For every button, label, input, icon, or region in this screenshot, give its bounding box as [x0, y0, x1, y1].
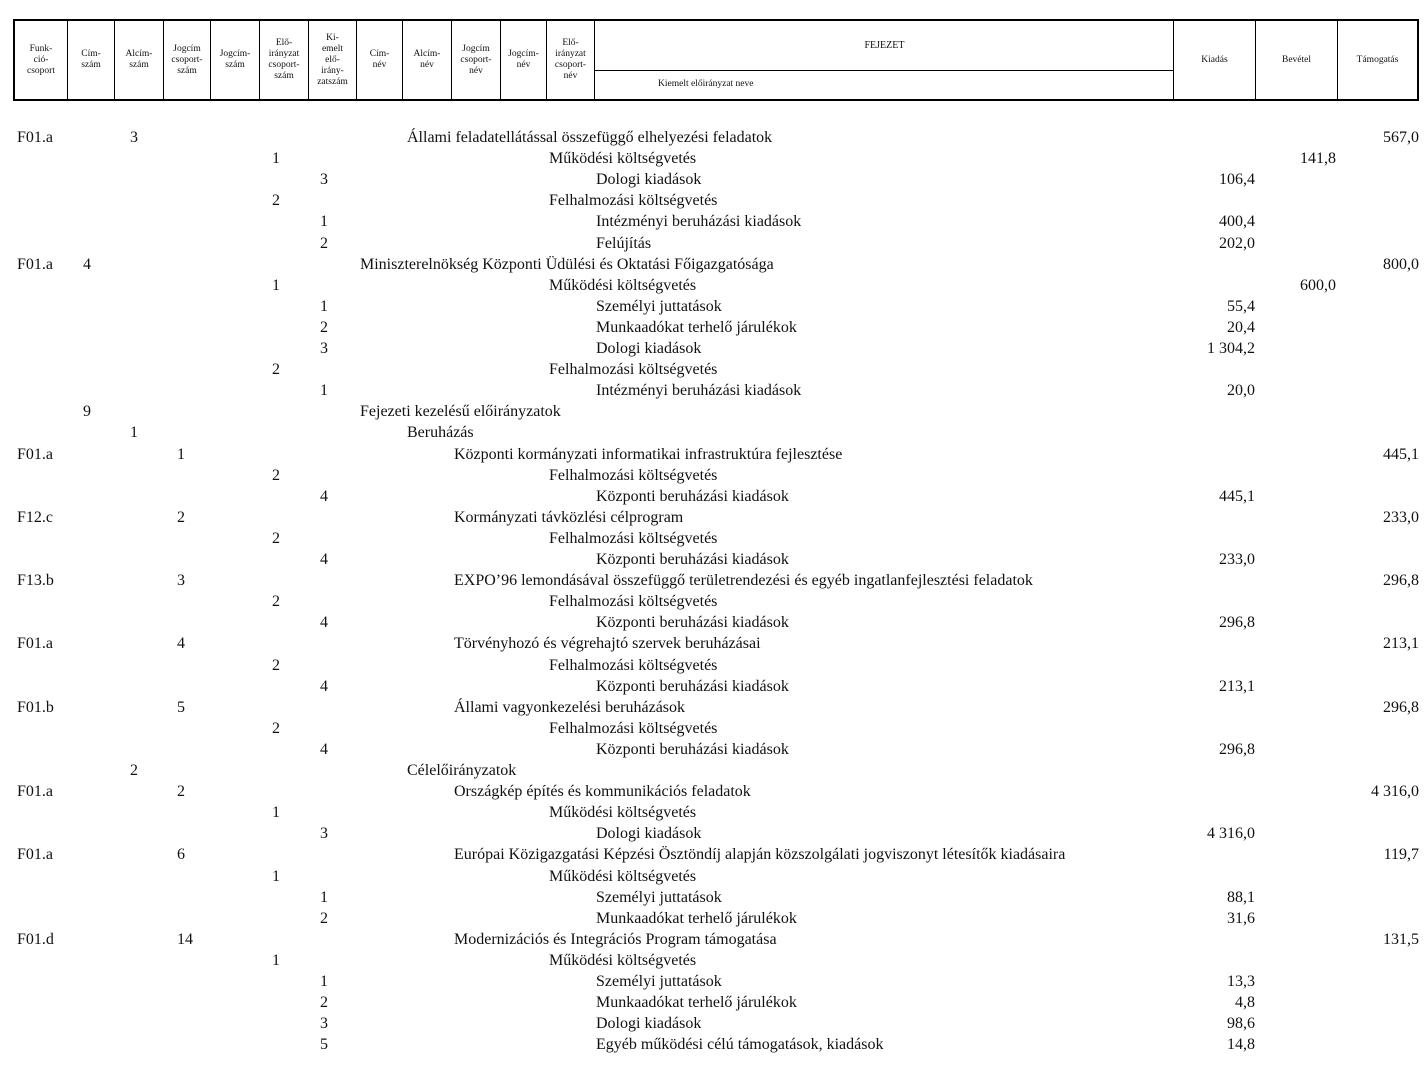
kiemelt-eloiranyzat-szam: 2 [320, 994, 328, 1012]
row-name: Egyéb működési célú támogatások, kiadások [596, 1036, 884, 1054]
row-name: Személyi juttatások [596, 297, 722, 315]
kiadas-value: 296,8 [1219, 614, 1255, 632]
funkcio-csoport: F13.b [17, 572, 54, 590]
header-kiemelt-nev: Kiemelt előirányzat neve [658, 79, 754, 89]
kiadas-value: 202,0 [1219, 234, 1255, 252]
table-row [0, 338, 1428, 359]
header-cim-szam: Cím- szám [68, 21, 115, 99]
funkcio-csoport: F01.b [17, 698, 54, 716]
row-name: Felhalmozási költségvetés [549, 466, 718, 484]
header-tamogatas: Támogatás [1356, 54, 1399, 65]
row-name: Miniszterelnökség Központi Üdülési és Oktatási Főigazgatósága [360, 255, 774, 273]
row-name: Beruházás [407, 424, 474, 442]
kiadas-value: 296,8 [1219, 740, 1255, 758]
header-funkcio: Funk- ció- csoport [15, 21, 68, 99]
kiemelt-eloiranyzat-szam: 3 [320, 171, 328, 189]
table-row [0, 528, 1428, 549]
eloiranyzat-csoport-szam: 2 [272, 593, 280, 611]
alcim-szam: 3 [130, 129, 138, 146]
header-eloiranyzat-csoport-szam: Elő- irányzat csoport- szám [260, 21, 309, 99]
header-jogcimcsoport-nev: Jogcím csoport- név [452, 21, 501, 99]
row-name: Működési költségvetés [549, 867, 697, 885]
kiemelt-eloiranyzat-szam: 1 [320, 973, 328, 990]
kiemelt-eloiranyzat-szam: 4 [320, 740, 328, 758]
kiemelt-eloiranyzat-szam: 4 [320, 487, 328, 505]
row-name: Központi kormányzati informatikai infrastruktúra fejlesztése [454, 445, 843, 463]
table-row [0, 211, 1428, 232]
row-name: Működési költségvetés [549, 951, 697, 969]
table-row [0, 929, 1428, 950]
alcim-szam: 2 [130, 762, 138, 779]
tamogatas-value: 567,0 [1383, 129, 1419, 146]
row-name: Személyi juttatások [596, 888, 722, 906]
header-alcim-szam: Alcím- szám [115, 21, 164, 99]
row-name: Állami feladatellátással összefüggő elhelyezési feladatok [407, 129, 773, 146]
header-bevetel: Bevétel [1256, 21, 1338, 99]
tamogatas-value: 800,0 [1383, 255, 1419, 273]
table-row [0, 233, 1428, 254]
tamogatas-value: 119,7 [1383, 846, 1419, 864]
table-row [0, 465, 1428, 486]
kiemelt-eloiranyzat-szam: 3 [320, 1015, 328, 1033]
table-row [0, 802, 1428, 823]
kiadas-value: 213,1 [1219, 677, 1255, 695]
row-name: Célelőirányzatok [407, 762, 517, 779]
row-name: Törvényhozó és végrehajtó szervek beruházásai [454, 635, 761, 653]
table-row [0, 296, 1428, 317]
tamogatas-value: 445,1 [1383, 445, 1419, 463]
kiadas-value: 1 304,2 [1207, 340, 1255, 357]
table-row [0, 444, 1428, 465]
cim-szam: 4 [83, 255, 91, 273]
header-alcim-nev: Alcím- név [403, 21, 452, 99]
row-name: Személyi juttatások [596, 973, 722, 990]
table-row [0, 887, 1428, 908]
table-row [0, 676, 1428, 697]
kiemelt-eloiranyzat-szam: 2 [320, 318, 328, 336]
row-name: Dologi kiadások [596, 171, 702, 189]
table-row [0, 655, 1428, 676]
row-name: Központi beruházási kiadások [596, 551, 789, 568]
jogcimcsoport-szam: 2 [177, 508, 185, 526]
header-jogcim-szam: Jogcím- szám [211, 21, 260, 99]
funkcio-csoport: F12.c [17, 508, 53, 526]
table-row [0, 591, 1428, 612]
table-row [0, 697, 1428, 718]
kiadas-value: 13,3 [1227, 973, 1255, 990]
table-row [0, 254, 1428, 275]
kiadas-value: 20,4 [1227, 318, 1255, 336]
row-name: Munkaadókat terhelő járulékok [596, 909, 797, 927]
row-name: Állami vagyonkezelési beruházások [454, 698, 686, 716]
kiadas-value: 106,4 [1219, 171, 1255, 189]
eloiranyzat-csoport-szam: 2 [272, 361, 280, 379]
row-name: Intézményi beruházási kiadások [596, 213, 802, 231]
bevetel-value: 600,0 [1300, 276, 1336, 294]
row-name: Felhalmozási költségvetés [549, 719, 718, 737]
tamogatas-value: 296,8 [1383, 698, 1419, 716]
jogcimcsoport-szam: 6 [177, 846, 185, 864]
row-name: Felhalmozási költségvetés [549, 192, 718, 210]
funkcio-csoport: F01.a [17, 783, 53, 801]
table-row [0, 275, 1428, 296]
table-row [0, 760, 1428, 781]
jogcimcsoport-szam: 4 [177, 635, 185, 653]
kiadas-value: 55,4 [1227, 297, 1255, 315]
table-row [0, 739, 1428, 760]
table-row [0, 127, 1428, 148]
tamogatas-value: 4 316,0 [1371, 783, 1419, 801]
table-row [0, 866, 1428, 887]
funkcio-csoport: F01.a [17, 846, 53, 864]
kiadas-value: 14,8 [1227, 1036, 1255, 1054]
kiadas-value: 4,8 [1235, 994, 1255, 1012]
table-row [0, 1034, 1428, 1055]
jogcimcsoport-szam: 5 [177, 698, 185, 716]
row-name: Országkép építés és kommunikációs feladatok [454, 783, 751, 801]
table-row [0, 359, 1428, 380]
kiadas-value: 98,6 [1227, 1015, 1255, 1033]
kiemelt-eloiranyzat-szam: 3 [320, 825, 328, 843]
row-name: Dologi kiadások [596, 340, 702, 357]
header-eloiranyzat-csoport-nev: Elő- irányzat csoport- név [547, 21, 595, 99]
row-name: Felhalmozási költségvetés [549, 593, 718, 611]
kiemelt-eloiranyzat-szam: 1 [320, 297, 328, 315]
table-row [0, 781, 1428, 802]
header-kiadas: Kiadás [1174, 21, 1256, 99]
eloiranyzat-csoport-szam: 2 [272, 719, 280, 737]
kiemelt-eloiranyzat-szam: 3 [320, 340, 328, 357]
alcim-szam: 1 [130, 424, 138, 442]
row-name: Felhalmozási költségvetés [549, 656, 718, 674]
header-kiemelt-szam: Ki- emelt elő- irány- zatszám [309, 21, 357, 99]
kiemelt-eloiranyzat-szam: 2 [320, 234, 328, 252]
row-name: Felhalmozási költségvetés [549, 361, 718, 379]
row-name: Központi beruházási kiadások [596, 614, 789, 632]
row-name: Intézményi beruházási kiadások [596, 382, 802, 400]
table-row [0, 633, 1428, 654]
table-row [0, 908, 1428, 929]
kiemelt-eloiranyzat-szam: 1 [320, 888, 328, 906]
cim-szam: 9 [83, 403, 91, 421]
kiemelt-eloiranyzat-szam: 4 [320, 614, 328, 632]
row-name: Felújítás [596, 234, 652, 252]
table-row [0, 169, 1428, 190]
funkcio-csoport: F01.a [17, 635, 53, 653]
header-fejezet: FEJEZET [595, 21, 1174, 71]
bevetel-value: 141,8 [1300, 150, 1336, 168]
tamogatas-value: 233,0 [1383, 508, 1419, 526]
table-row [0, 823, 1428, 844]
kiemelt-eloiranyzat-szam: 1 [320, 382, 328, 400]
table-row [0, 992, 1428, 1013]
eloiranyzat-csoport-szam: 2 [272, 466, 280, 484]
funkcio-csoport: F01.a [17, 255, 53, 273]
table-row [0, 718, 1428, 739]
row-name: Dologi kiadások [596, 1015, 702, 1033]
tamogatas-value: 131,5 [1383, 930, 1419, 948]
row-name: Központi beruházási kiadások [596, 487, 789, 505]
kiemelt-eloiranyzat-szam: 1 [320, 213, 328, 231]
jogcimcsoport-szam: 2 [177, 783, 185, 801]
table-row [0, 148, 1428, 169]
table-row [0, 844, 1428, 865]
kiadas-value: 400,4 [1219, 213, 1255, 231]
row-name: Felhalmozási költségvetés [549, 529, 718, 547]
header-jogcimcsoport-szam: Jogcím csoport- szám [164, 21, 211, 99]
table-row [0, 422, 1428, 443]
table-row [0, 971, 1428, 992]
table-row [0, 612, 1428, 633]
row-name: Központi beruházási kiadások [596, 677, 789, 695]
row-name: Kormányzati távközlési célprogram [454, 508, 684, 526]
table-row [0, 507, 1428, 528]
kiadas-value: 4 316,0 [1207, 825, 1255, 843]
funkcio-csoport: F01.d [17, 930, 54, 948]
jogcimcsoport-szam: 1 [177, 445, 185, 463]
row-name: Modernizációs és Integrációs Program támogatása [454, 930, 777, 948]
row-name: EXPO’96 lemondásával összefüggő területrendezési és egyéb ingatlanfejlesztési feladatok [454, 572, 1033, 590]
tamogatas-value: 296,8 [1383, 572, 1419, 590]
table-row [0, 401, 1428, 422]
row-name: Dologi kiadások [596, 825, 702, 843]
header-cim-nev: Cím- név [357, 21, 403, 99]
table-row [0, 1013, 1428, 1034]
table-row [0, 486, 1428, 507]
row-name: Működési költségvetés [549, 150, 697, 168]
kiadas-value: 445,1 [1219, 487, 1255, 505]
kiemelt-eloiranyzat-szam: 2 [320, 909, 328, 927]
row-name: Központi beruházási kiadások [596, 740, 789, 758]
eloiranyzat-csoport-szam: 2 [272, 529, 280, 547]
table-row [0, 380, 1428, 401]
kiemelt-eloiranyzat-szam: 4 [320, 551, 328, 568]
eloiranyzat-csoport-szam: 1 [272, 867, 280, 885]
row-name: Fejezeti kezelésű előirányzatok [360, 403, 561, 421]
row-name: Működési költségvetés [549, 804, 697, 822]
row-name: Munkaadókat terhelő járulékok [596, 994, 797, 1012]
table-row [0, 549, 1428, 570]
kiadas-value: 233,0 [1219, 551, 1255, 568]
kiemelt-eloiranyzat-szam: 5 [320, 1036, 328, 1054]
row-name: Működési költségvetés [549, 276, 697, 294]
jogcimcsoport-szam: 14 [177, 930, 193, 948]
eloiranyzat-csoport-szam: 1 [272, 951, 280, 969]
eloiranyzat-csoport-szam: 2 [272, 656, 280, 674]
eloiranyzat-csoport-szam: 1 [272, 804, 280, 822]
row-name: Európai Közigazgatási Képzési Ösztöndíj alapján közszolgálati jogviszonyt létesítők kiadásaira [454, 846, 1066, 864]
eloiranyzat-csoport-szam: 1 [272, 276, 280, 294]
funkcio-csoport: F01.a [17, 445, 53, 463]
header-jogcim-nev: Jogcím- név [501, 21, 547, 99]
table-row [0, 950, 1428, 971]
eloiranyzat-csoport-szam: 2 [272, 192, 280, 210]
kiadas-value: 31,6 [1227, 909, 1255, 927]
table-row [0, 570, 1428, 591]
table-row [0, 317, 1428, 338]
kiadas-value: 20,0 [1227, 382, 1255, 400]
row-name: Munkaadókat terhelő járulékok [596, 318, 797, 336]
funkcio-csoport: F01.a [17, 129, 53, 146]
jogcimcsoport-szam: 3 [177, 572, 185, 590]
eloiranyzat-csoport-szam: 1 [272, 150, 280, 168]
kiadas-value: 88,1 [1227, 888, 1255, 906]
tamogatas-value: 213,1 [1383, 635, 1419, 653]
table-row [0, 190, 1428, 211]
kiemelt-eloiranyzat-szam: 4 [320, 677, 328, 695]
